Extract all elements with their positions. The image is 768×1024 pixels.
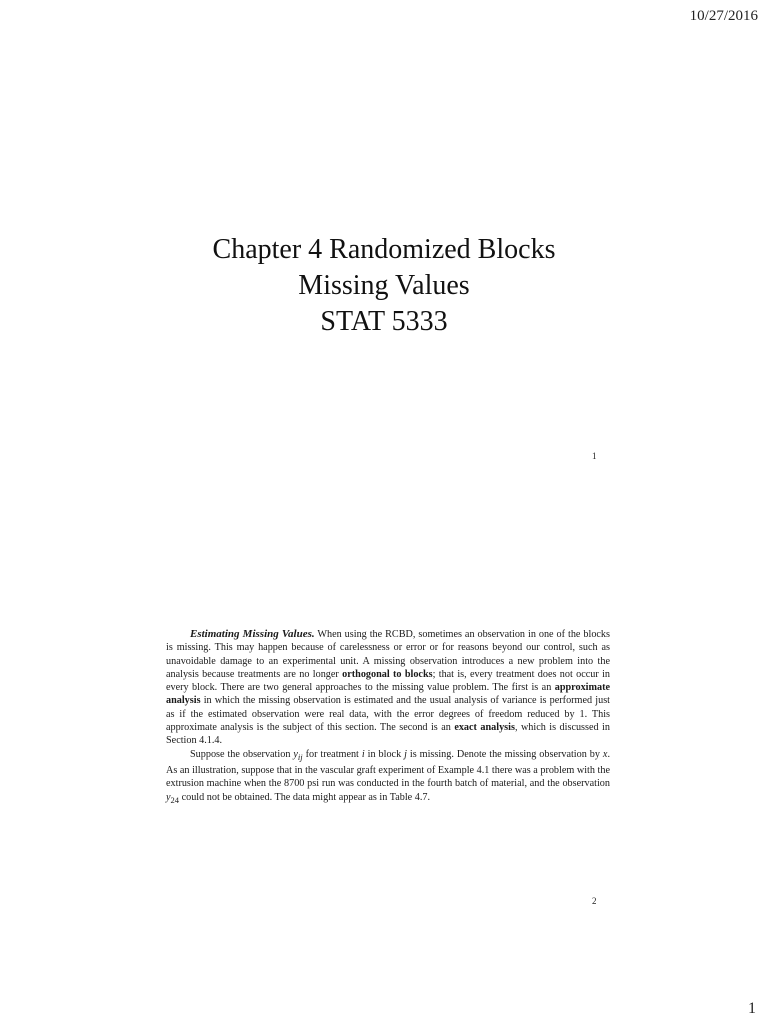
- text-segment: is missing. Denote the missing observation by: [406, 748, 603, 760]
- text-segment: , which is discussed in Section 4.1.4.: [166, 722, 610, 747]
- text-segment: for treatment: [302, 748, 362, 760]
- excerpt-paragraph-2: [166, 748, 610, 807]
- excerpt-paragraph-1: [166, 628, 610, 748]
- text-segment: When using the RCBD, sometimes an observation in one of the blocks is missing. This may happen because of carelessness or error or for reasons beyond our control, such as unavoidable damage to an experimental unit. A missing observation introduces a new problem into the analysis because treatments are no longer: [166, 629, 610, 680]
- math-var: i: [361, 748, 365, 760]
- text-segment: ; that is, every treatment does not occur in every block. There are two general approaches to the missing value problem. The first is an: [166, 668, 611, 694]
- run-in-heading: Estimating Missing Values.: [190, 628, 315, 640]
- slide-number-2: 2: [592, 896, 597, 906]
- math-var: x: [602, 748, 608, 760]
- text-segment: could not be obtained. The data might appear as in Table 4.7.: [179, 791, 431, 803]
- text-segment: in which the missing observation is estimated and the usual analysis of variance is performed just as if the estimated observation were real data, with the error degrees of freedom reduced by 1. This approximate analysis is the subject of this section. The second is an: [166, 695, 610, 734]
- text-segment: . As an illustration, suppose that in the vascular graft experiment of Example 4.1 there was a problem with the extrusion machine when the 8700 psi run was conducted in the fourth batch of material, and the observation: [166, 748, 610, 790]
- page-number: 1: [748, 1000, 756, 1017]
- math-var: y: [166, 791, 171, 803]
- textbook-excerpt: [166, 628, 610, 807]
- title-line-topic: Missing Values: [298, 270, 470, 301]
- text-segment: in block: [364, 748, 405, 760]
- slide-title: [0, 232, 768, 340]
- slide-number-1: 1: [592, 451, 597, 461]
- bold-term: approximate analysis: [166, 682, 610, 707]
- math-subscript: ij: [297, 751, 303, 762]
- title-line-course: STAT 5333: [320, 306, 448, 337]
- bold-term: exact analysis: [454, 722, 515, 734]
- print-date: 10/27/2016: [689, 8, 758, 24]
- bold-term: orthogonal to blocks: [342, 668, 433, 680]
- math-var: j: [404, 748, 407, 760]
- text-segment: Suppose the observation: [190, 748, 294, 760]
- math-subscript: 24: [170, 794, 180, 805]
- math-var: y: [293, 748, 298, 760]
- title-line-chapter: Chapter 4 Randomized Blocks: [212, 234, 556, 265]
